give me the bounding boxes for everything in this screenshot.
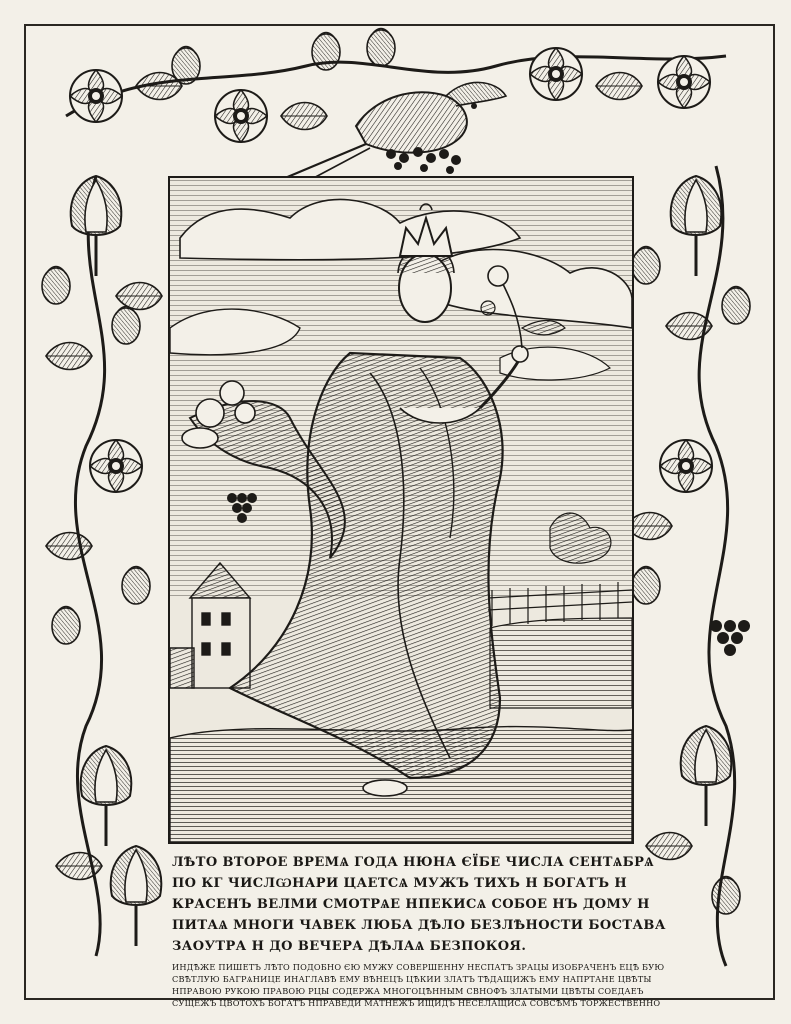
summer-allegory-engraving <box>168 176 634 844</box>
caption-sub-text: ИНДѢЖЕ ПИШЕТЪ ЛѢТО ПОДОБНО ЄЮ МУЖУ СОВЕРШЕННУ НЕСПАТЪ ЗРАЦЫ ИЗОБРАЧЕНЪ ЕЦѢ БУЮ СВѢТЛУЮ БАГРѦНИЦЕ ИНАГЛАВѢ ЕМУ ВѢНЕЦЪ ЦѢКИИ ЗЛАТЪ ТѢДАЩИЖЪ ЕМУ НАПРТАНЕ ЦВѢТЫ НПРАВОЮ РУКОЮ ПРАВОЮ РЦЫ СОДЕРЖА МНОГОЦѢННЫМ СВНОФЪ ЗЛАТЫМИ ЦВѢТЫ СОЕДАЕЪ СУЩЕЖЪ ЦВОТОХЪ БОГАТЪ НПРАВЕДИ МАТНЕЖЪ ИЩИДЪ НЕСЕЛАЩИСѦ СОВСѢМЪ ТОРЖЕСТВЕННО <box>172 962 665 1008</box>
caption-block <box>172 852 670 1009</box>
caption-main-text: ЛѢТО ВТОРОЕ ВРЕМѦ ГОДА НЮНА ЄЇБЕ ЧИСЛА СЕНТѦБРѦ ПО КГ ЧИСЛѠНАРИ ЦАЕТСѦ МУЖЪ ТИХЪ Н БОГАТЪ Н КРАСЕНЪ ВЕЛМИ СМОТРѦЕ НПЕКИСѦ СОБОЕ НЪ ДОМУ Н ПИТАѦ МНОГИ ЧАВЕК ЛЮБА ДѢЛО БЕЗЛѢНОСТИ БОСТАВА ЗАОУТРА Н ДО ВЕЧЕРА ДѢЛАѦ БЕЗПОКОЯ. <box>172 855 666 954</box>
engraving-illustration <box>170 178 632 842</box>
